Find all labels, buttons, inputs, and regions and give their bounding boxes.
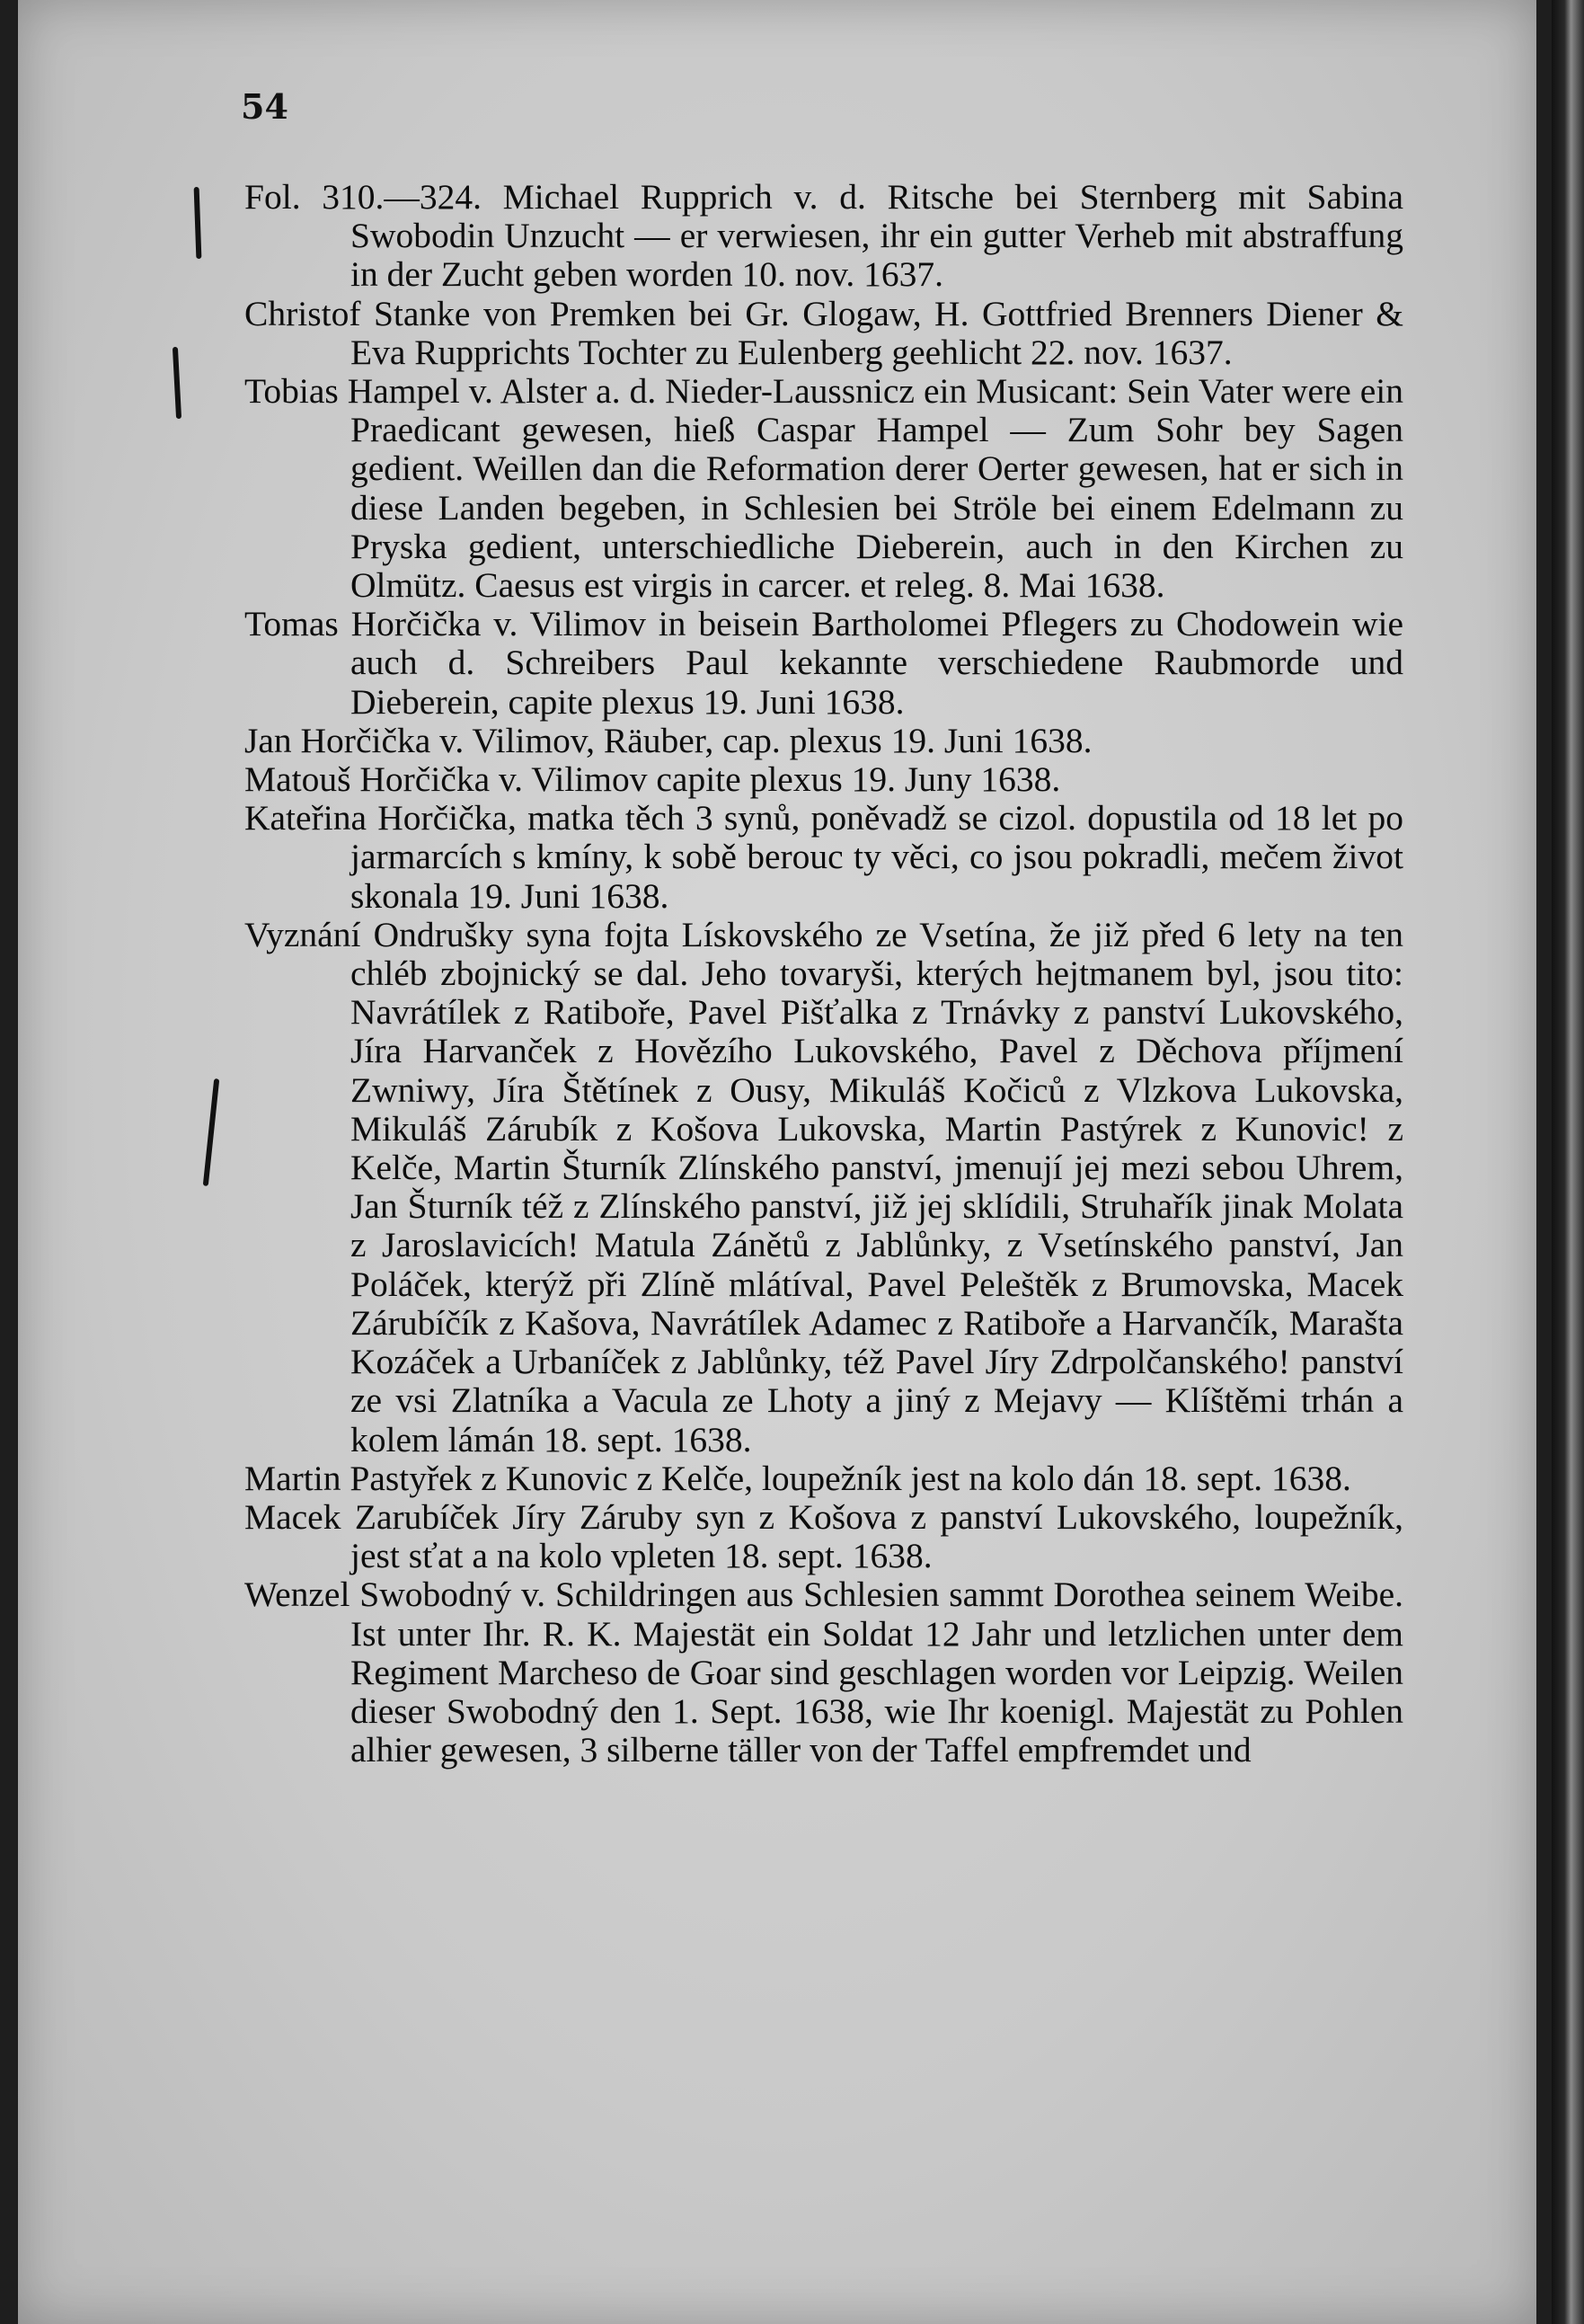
entry-zarubicek: Macek Zarubíček Jíry Záruby syn z Košova z panství Lukovského, loupežník, jest sťat a na kolo vpleten 18. sept. 1638. xyxy=(244,1496,1403,1576)
entry-jan-horcicka: Jan Horčička v. Vilimov, Räuber, cap. plexus 19. Juni 1638. xyxy=(244,720,1093,760)
margin-mark xyxy=(194,187,202,259)
book-page xyxy=(18,0,1536,2324)
entry-matous-horcicka: Matouš Horčička v. Vilimov capite plexus 19. Juny 1638. xyxy=(244,759,1061,800)
margin-mark xyxy=(173,347,181,419)
entry-hampel: Tobias Hampel v. Alster a. d. Nieder-Laussnicz ein Musicant: Sein Vater were ein Praedicant gewesen, hieß Caspar Hampel — Zum Sohr bey Sagen gedient. Weillen dan die Reformation derer Oerter gewesen, hat er sich in diese Landen begeben, in Schlesien bei Ströle bei einem Edelmann zu Pryska gedient, unterschiedliche Dieberein, auch in den Kirchen zu Olmütz. Caesus est virgis in carcer. et releg. 8. Mai 1638. xyxy=(244,371,1403,606)
entry-tomas-horcicka: Tomas Horčička v. Vilimov in beisein Bartholomei Pflegers zu Chodowein wie auch d. Schreibers Paul kekannte verschiedene Raubmorde und Dieberein, capite plexus 19. Juni 1638. xyxy=(244,604,1403,722)
entry-ondruska: Vyznání Ondrušky syna fojta Lískovského ze Vsetína, že již před 6 lety na ten chléb zbojnický se dal. Jeho tovaryši, kterých hejtmanem byl, jsou tito: Navrátílek z Ratiboře, Pavel Pišťalka z Trnávky z panství Lukovského, Jíra Harvanček z Hovězího Lukovského, Pavel z Děchova příjmení Zwniwy, Jíra Štětínek z Ousy, Mikuláš Kočiců z Vlzkova Lukovska, Mikuláš Zárubík z Košova Lukovska, Martin Pastýrek z Kunovic! z Kelče, Martin Šturník Zlínského panství, jmenují jej mezi sebou Uhrem, Jan Šturník též z Zlínského panství, již jej sklídili, Struhařík jinak Molata z Jaroslavicích! Matula Zánětů z Jablůnky, z Vsetínského panství, Jan Poláček, kterýž při Zlíně mlátíval, Pavel Peleštěk z Brumovska, Macek Zárubíčík z Kašova, Navrátílek Adamec z Ratiboře a Harvančík, Marašta Kozáček a Urbaníček z Jablůnky, též Pavel Jíry Zdrpolčanského! panství ze vsi Zlatníka a Vacula ze Lhoty a jiný z Mejavy — Klíštěmi trhán a kolem lámán 18. sept. 1638. xyxy=(244,914,1403,1459)
entry-rupprich: Fol. 310.—324. Michael Rupprich v. d. Ritsche bei Sternberg mit Sabina Swobodin Unzucht — er verwiesen, ihr ein gutter Verheb mit abstraffung in der Zucht geben worden 10. nov. 1637. xyxy=(244,177,1403,295)
page-text xyxy=(244,178,1403,1770)
book-spine-edge xyxy=(1552,0,1584,2324)
page-number: 54 xyxy=(241,86,288,127)
entry-pastyrek: Martin Pastyřek z Kunovic z Kelče, loupežník jest na kolo dán 18. sept. 1638. xyxy=(244,1458,1351,1498)
entry-katerina-horcicka: Kateřina Horčička, matka těch 3 synů, poněvadž se cizol. dopustila od 18 let po jarmarcích s kmíny, k sobě berouc ty věci, co jsou pokradli, mečem život skonala 19. Juni 1638. xyxy=(244,798,1403,916)
entry-swobodny: Wenzel Swobodný v. Schildringen aus Schlesien sammt Dorothea seinem Weibe. Ist unter Ihr. R. K. Majestät ein Soldat 12 Jahr und letzlichen unter dem Regiment Marcheso de Goar sind geschlagen worden vor Leipzig. Weilen dieser Swobodný den 1. Sept. 1638, wie Ihr koenigl. Majestät zu Pohlen alhier gewesen, 3 silberne täller von der Taffel empfremdet und xyxy=(244,1574,1403,1770)
entry-stanke: Christof Stanke von Premken bei Gr. Glogaw, H. Gottfried Brenners Diener & Eva Rupprichts Tochter zu Eulenberg geehlicht 22. nov. 1637. xyxy=(244,293,1403,372)
margin-mark xyxy=(203,1078,220,1186)
